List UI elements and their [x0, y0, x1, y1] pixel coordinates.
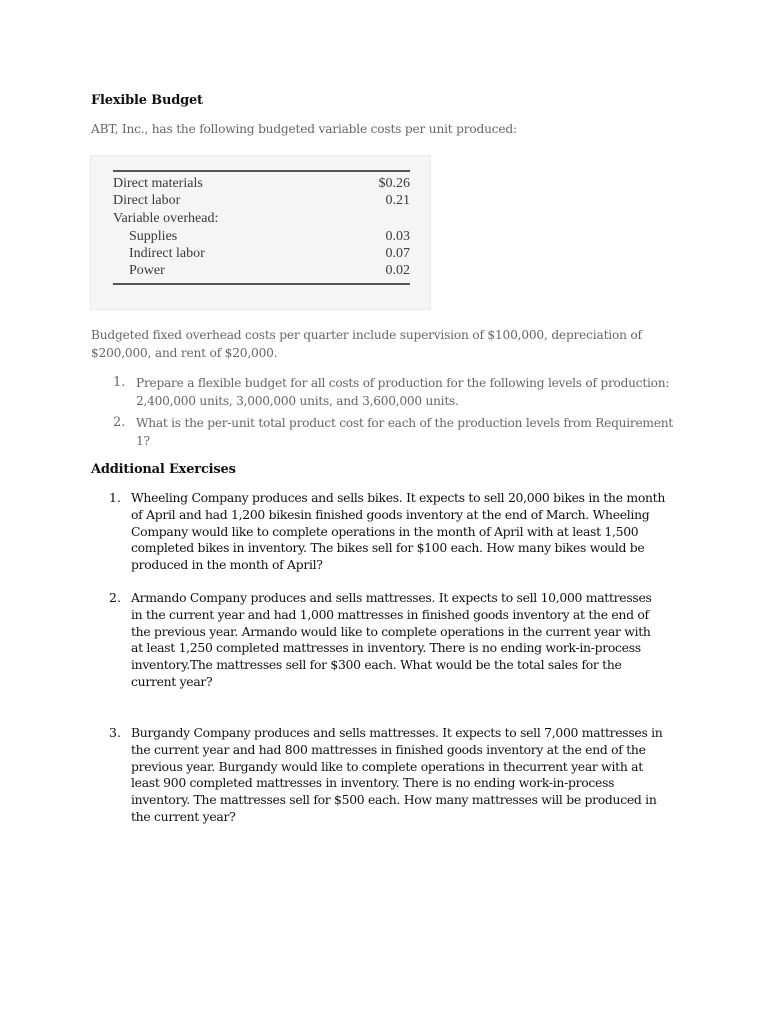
table-bottom-rule — [113, 283, 410, 285]
list-line: What is the per-unit total product cost for each of the production levels from Requirement — [136, 416, 673, 430]
exercise-text — [131, 590, 671, 691]
table-row — [113, 176, 410, 193]
cost-label: Direct materials — [113, 176, 203, 191]
exercise-line: of April and had 1,200 bikesin finished goods inventory at the end of March. Wheeling — [131, 506, 650, 522]
cost-label: Variable overhead: — [113, 211, 219, 226]
paragraph-line: $200,000, and rent of $20,000. — [91, 346, 278, 360]
cost-label: Indirect labor — [129, 246, 205, 261]
list-line: 2,400,000 units, 3,000,000 units, and 3,600,000 units. — [136, 393, 459, 408]
exercise-line: least 900 completed mattresses in inventory. There is no ending work-in-process — [131, 775, 615, 791]
list-text — [136, 375, 696, 410]
exercise-line: the current year? — [131, 808, 236, 824]
exercise-line: completed bikes in inventory. The bikes sell for $100 each. How many bikes would be — [131, 540, 645, 556]
list-number: 1. — [109, 490, 121, 505]
table-row — [113, 263, 410, 280]
exercise-line: previous year. Burgandy would like to complete operations in thecurrent year with at — [131, 758, 643, 774]
exercise-text — [131, 490, 671, 574]
exercise-line: the current year and had 800 mattresses in finished goods inventory at the end of the — [131, 741, 646, 757]
exercise-line: produced in the month of April? — [131, 557, 323, 573]
list-line: 1? — [136, 433, 150, 448]
list-number: 3. — [109, 725, 121, 740]
exercise-line: in the current year and had 1,000 mattresses in finished goods inventory at the end of — [131, 606, 649, 622]
exercise-text — [131, 725, 671, 826]
table-row — [113, 246, 410, 263]
cost-label: Supplies — [129, 229, 178, 244]
exercise-line: inventory.The mattresses sell for $300 each. What would be the total sales for the — [131, 657, 622, 673]
list-number: 2. — [109, 590, 121, 605]
table-row — [113, 211, 410, 228]
list-text — [136, 415, 696, 450]
table-row — [113, 229, 410, 246]
cost-label: Power — [129, 263, 165, 278]
exercise-line: Wheeling Company produces and sells bikes. It expects to sell 20,000 bikes in the month — [131, 490, 666, 505]
cost-value: 0.21 — [385, 193, 410, 208]
table-row — [113, 193, 410, 210]
cost-label: Direct labor — [113, 193, 181, 208]
exercise-line: inventory. The mattresses sell for $500 each. How many mattresses will be produced in — [131, 792, 657, 808]
list-line: Prepare a flexible budget for all costs of production for the following levels of production: — [136, 376, 670, 390]
cost-value: 0.07 — [385, 246, 410, 261]
list-number: 1. — [113, 375, 126, 390]
page-title: Flexible Budget — [91, 93, 203, 108]
section-heading: Additional Exercises — [91, 462, 236, 477]
exercise-line: at least 1,250 completed mattresses in inventory. There is no ending work-in-process — [131, 640, 641, 656]
table-top-rule — [113, 170, 410, 172]
cost-value: $0.26 — [378, 176, 410, 191]
fixed-overhead-paragraph — [91, 326, 651, 362]
cost-value: 0.03 — [385, 229, 410, 244]
exercise-line: Armando Company produces and sells mattresses. It expects to sell 10,000 mattresses — [131, 590, 652, 605]
list-number: 2. — [113, 415, 126, 430]
variable-cost-table — [90, 155, 431, 310]
exercise-line: Company would like to complete operations in the month of April with at least 1,500 — [131, 523, 639, 539]
exercise-line: current year? — [131, 673, 213, 689]
intro-text: ABT, Inc., has the following budgeted variable costs per unit produced: — [91, 122, 517, 136]
exercise-line: the previous year. Armando would like to complete operations in the current year with — [131, 623, 651, 639]
cost-value: 0.02 — [385, 263, 410, 278]
paragraph-line: Budgeted fixed overhead costs per quarter include supervision of $100,000, depreciation of — [91, 328, 642, 342]
exercise-line: Burgandy Company produces and sells mattresses. It expects to sell 7,000 mattresses in — [131, 725, 663, 740]
